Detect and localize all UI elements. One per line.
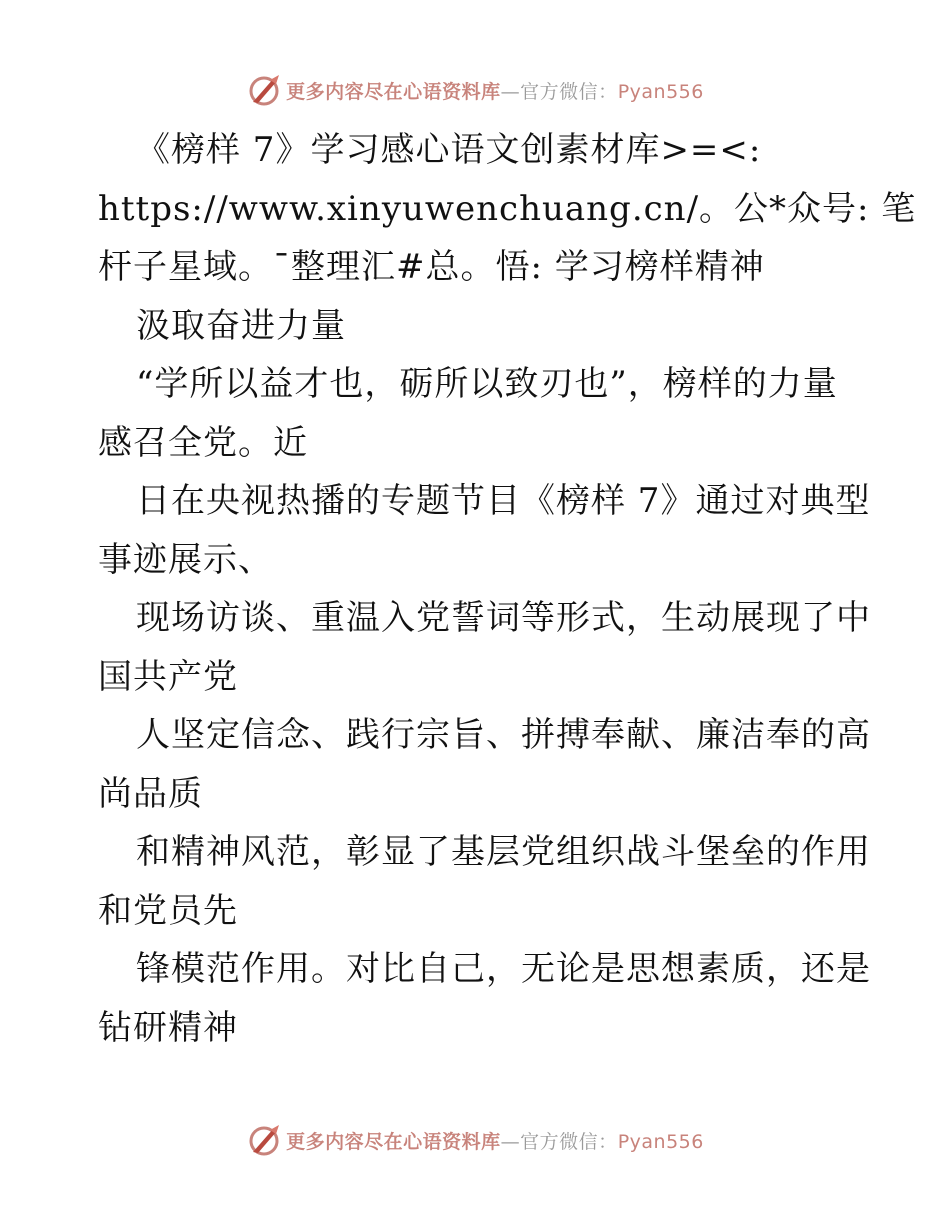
body-line: 感召全党。近 [98,422,308,463]
footer-banner-text [286,1127,704,1154]
footer-banner [0,1120,950,1160]
body-line: “学所以益才也，砺所以致刃也”，榜样的力量 [136,364,838,404]
body-line: 和党员先 [98,890,238,931]
quill-logo-icon [246,72,282,108]
footer-dash: — [500,1130,521,1153]
header-wechat-id: Pyan556 [617,80,704,103]
header-wechat-label: 官方微信： [520,80,618,103]
body-line: 现场访谈、重温入党誓词等形式，生动展现了中 [136,598,871,638]
body-line: 《榜样 7》学习感心语文创素材库>=<: [136,130,762,170]
body-line: 锋模范作用。对比自己，无论是思想素质，还是 [136,949,871,989]
document-body [98,121,917,1057]
header-banner-text [286,77,704,104]
body-line: 国共产党 [98,656,238,697]
body-line: 和精神风范，彰显了基层党组织战斗堡垒的作用 [136,832,871,872]
body-line: 钻研精神 [98,1007,238,1048]
footer-site-name: 更多内容尽在心语资料库 [286,1130,501,1153]
header-site-name: 更多内容尽在心语资料库 [286,80,501,103]
quill-logo-icon [246,1122,282,1158]
body-line: 事迹展示、 [98,539,273,580]
body-line: 人坚定信念、践行宗旨、拼搏奉献、廉洁奉的高 [136,715,871,755]
footer-wechat-label: 官方微信： [520,1130,618,1153]
footer-wechat-id: Pyan556 [617,1130,704,1153]
body-line: 尚品质 [98,773,203,814]
body-line: https://www.xinyuwenchuang.cn/。公*众号: 笔 [98,188,917,229]
body-line: 汲取奋进力量 [136,305,346,346]
header-dash: — [500,80,521,103]
body-line: 日在央视热播的专题节目《榜样 7》通过对典型 [136,481,871,521]
body-line: 杆子星域。¯整理汇#总。悟: 学习榜样精神 [98,247,765,287]
header-banner [0,70,950,110]
